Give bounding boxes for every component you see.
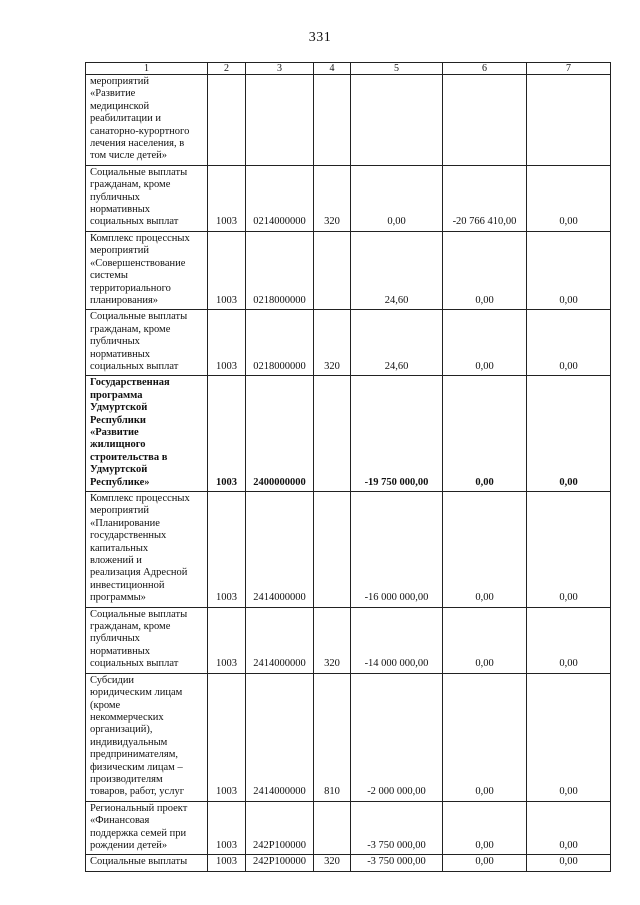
amount-col5 <box>351 75 443 166</box>
table-row <box>86 75 611 166</box>
section-code: 1003 <box>208 310 246 376</box>
table-header <box>86 63 611 75</box>
section-code: 1003 <box>208 376 246 492</box>
header-col-6: 6 <box>443 63 527 75</box>
row-name-line: Социальные выплаты <box>90 166 188 178</box>
row-name-line: медицинской <box>90 100 150 112</box>
header-row <box>86 63 611 75</box>
target-article: 2414000000 <box>246 607 314 673</box>
row-name-line: Республики <box>90 414 146 426</box>
row-name-line: публичных <box>90 633 140 645</box>
row-name-line: мероприятий <box>90 245 149 257</box>
amount-col6: 0,00 <box>443 801 527 855</box>
expense-type: 320 <box>314 165 351 231</box>
expense-type <box>314 492 351 608</box>
target-article: 0218000000 <box>246 310 314 376</box>
amount-col7: 0,00 <box>527 673 611 801</box>
amount-col5: -19 750 000,00 <box>351 376 443 492</box>
header-col-4: 4 <box>314 63 351 75</box>
section-code: 1003 <box>208 801 246 855</box>
target-article: 0218000000 <box>246 231 314 309</box>
amount-col6: 0,00 <box>443 607 527 673</box>
row-name <box>86 801 208 855</box>
row-name-line: товаров, работ, услуг <box>90 786 185 798</box>
row-name-line: программы» <box>90 592 146 604</box>
table-row <box>86 376 611 492</box>
table-row <box>86 673 611 801</box>
amount-col5: -3 750 000,00 <box>351 855 443 871</box>
target-article: 2400000000 <box>246 376 314 492</box>
expense-type: 320 <box>314 607 351 673</box>
section-code: 1003 <box>208 855 246 871</box>
table-body <box>86 75 611 872</box>
expense-type <box>314 231 351 309</box>
target-article: 0214000000 <box>246 165 314 231</box>
amount-col6: 0,00 <box>443 310 527 376</box>
row-name <box>86 231 208 309</box>
amount-col7: 0,00 <box>527 231 611 309</box>
amount-col6: 0,00 <box>443 231 527 309</box>
row-name-line: Социальные выплаты <box>90 311 188 323</box>
row-name-line: Комплекс процессных <box>90 232 190 244</box>
row-name-line: Республике» <box>90 476 150 488</box>
amount-col7: 0,00 <box>527 310 611 376</box>
row-name <box>86 855 208 871</box>
row-name-line: гражданам, кроме <box>90 323 171 335</box>
row-name-line: Социальные выплаты <box>90 608 188 620</box>
row-name-line: Региональный проект <box>90 802 188 814</box>
row-name-line: государственных <box>90 530 167 542</box>
target-article: 242Р100000 <box>246 855 314 871</box>
section-code: 1003 <box>208 607 246 673</box>
amount-col5: 24,60 <box>351 310 443 376</box>
row-name-line: социальных выплат <box>90 658 179 670</box>
row-name-line: том числе детей» <box>90 150 167 162</box>
row-name-line: инвестиционной <box>90 579 165 591</box>
amount-col7: 0,00 <box>527 855 611 871</box>
amount-col5: 0,00 <box>351 165 443 231</box>
table-row <box>86 801 611 855</box>
expense-type <box>314 376 351 492</box>
row-name-line: гражданам, кроме <box>90 179 171 191</box>
target-article: 242Р100000 <box>246 801 314 855</box>
row-name-line: реабилитации и <box>90 113 161 125</box>
row-name-line: нормативных <box>90 204 151 216</box>
row-name-line: индивидуальным <box>90 736 168 748</box>
table-row <box>86 310 611 376</box>
row-name-line: вложений и <box>90 555 142 567</box>
row-name-line: производителям <box>90 773 163 785</box>
amount-col7: 0,00 <box>527 376 611 492</box>
amount-col5: -16 000 000,00 <box>351 492 443 608</box>
row-name-line: капитальных <box>90 542 149 554</box>
row-name <box>86 492 208 608</box>
header-col-3: 3 <box>246 63 314 75</box>
row-name <box>86 376 208 492</box>
header-col-5: 5 <box>351 63 443 75</box>
header-col-7: 7 <box>527 63 611 75</box>
row-name <box>86 673 208 801</box>
row-name-line: юридическим лицам <box>90 687 183 699</box>
amount-col5: -3 750 000,00 <box>351 801 443 855</box>
amount-col7: 0,00 <box>527 801 611 855</box>
row-name-line: «Планирование <box>90 517 160 529</box>
row-name-line: физическим лицам – <box>90 761 183 773</box>
amount-col6: -20 766 410,00 <box>443 165 527 231</box>
row-name-line: «Развитие <box>90 426 139 438</box>
row-name-line: (кроме <box>90 699 121 711</box>
row-name-line: программа <box>90 389 143 401</box>
row-name-line: реализация Адресной <box>90 567 188 579</box>
row-name-line: «Финансовая <box>90 815 150 827</box>
row-name-line: организаций), <box>90 724 153 736</box>
amount-col7: 0,00 <box>527 165 611 231</box>
row-name-line: территориального <box>90 282 171 294</box>
target-article: 2414000000 <box>246 492 314 608</box>
table-row <box>86 607 611 673</box>
amount-col6 <box>443 75 527 166</box>
amount-col6: 0,00 <box>443 855 527 871</box>
row-name-line: Субсидии <box>90 674 135 686</box>
target-article <box>246 75 314 166</box>
amount-col6: 0,00 <box>443 673 527 801</box>
expense-type <box>314 75 351 166</box>
header-col-1: 1 <box>86 63 208 75</box>
table-row <box>86 165 611 231</box>
row-name-line: жилищного <box>90 439 146 451</box>
section-code: 1003 <box>208 492 246 608</box>
section-code: 1003 <box>208 231 246 309</box>
row-name <box>86 607 208 673</box>
row-name-line: Государственная <box>90 377 170 389</box>
row-name-line: социальных выплат <box>90 216 179 228</box>
row-name-line: рождении детей» <box>90 839 168 851</box>
row-name-line: мероприятий <box>90 76 149 87</box>
row-name-line: Удмуртской <box>90 464 148 476</box>
row-name-line: лечения населения, в <box>90 138 185 150</box>
expense-type <box>314 801 351 855</box>
amount-col7 <box>527 75 611 166</box>
row-name-line: публичных <box>90 336 140 348</box>
table-row <box>86 855 611 871</box>
row-name-line: санаторно-курортного <box>90 125 190 137</box>
amount-col5: -2 000 000,00 <box>351 673 443 801</box>
section-code: 1003 <box>208 673 246 801</box>
row-name-line: публичных <box>90 191 140 203</box>
row-name <box>86 310 208 376</box>
row-name-line: поддержка семей при <box>90 827 187 839</box>
row-name-line: некоммерческих <box>90 711 164 723</box>
target-article: 2414000000 <box>246 673 314 801</box>
header-col-2: 2 <box>208 63 246 75</box>
amount-col7: 0,00 <box>527 492 611 608</box>
row-name-line: нормативных <box>90 348 151 360</box>
row-name-line: социальных выплат <box>90 360 179 372</box>
row-name-line: строительства в <box>90 451 168 463</box>
amount-col5: -14 000 000,00 <box>351 607 443 673</box>
row-name-line: «Совершенствование <box>90 257 186 269</box>
row-name-line: предпринимателям, <box>90 749 179 761</box>
expense-type: 320 <box>314 310 351 376</box>
row-name-line: нормативных <box>90 645 151 657</box>
amount-col5: 24,60 <box>351 231 443 309</box>
row-name-line: Удмуртской <box>90 402 148 414</box>
row-name-line: планирования» <box>90 294 159 306</box>
expense-type: 810 <box>314 673 351 801</box>
table-row <box>86 492 611 608</box>
row-name-line: «Развитие <box>90 88 136 100</box>
row-name <box>86 75 208 166</box>
row-name <box>86 165 208 231</box>
row-name-line: гражданам, кроме <box>90 621 171 633</box>
budget-table <box>85 62 611 872</box>
amount-col6: 0,00 <box>443 492 527 608</box>
amount-col7: 0,00 <box>527 607 611 673</box>
section-code <box>208 75 246 166</box>
row-name-line: Социальные выплаты <box>90 856 188 868</box>
page-number: 331 <box>308 30 332 45</box>
amount-col6: 0,00 <box>443 376 527 492</box>
row-name-line: мероприятий <box>90 505 149 517</box>
table-row <box>86 231 611 309</box>
row-name-line: Комплекс процессных <box>90 493 190 504</box>
row-name-line: системы <box>90 270 128 282</box>
expense-type: 320 <box>314 855 351 871</box>
section-code: 1003 <box>208 165 246 231</box>
